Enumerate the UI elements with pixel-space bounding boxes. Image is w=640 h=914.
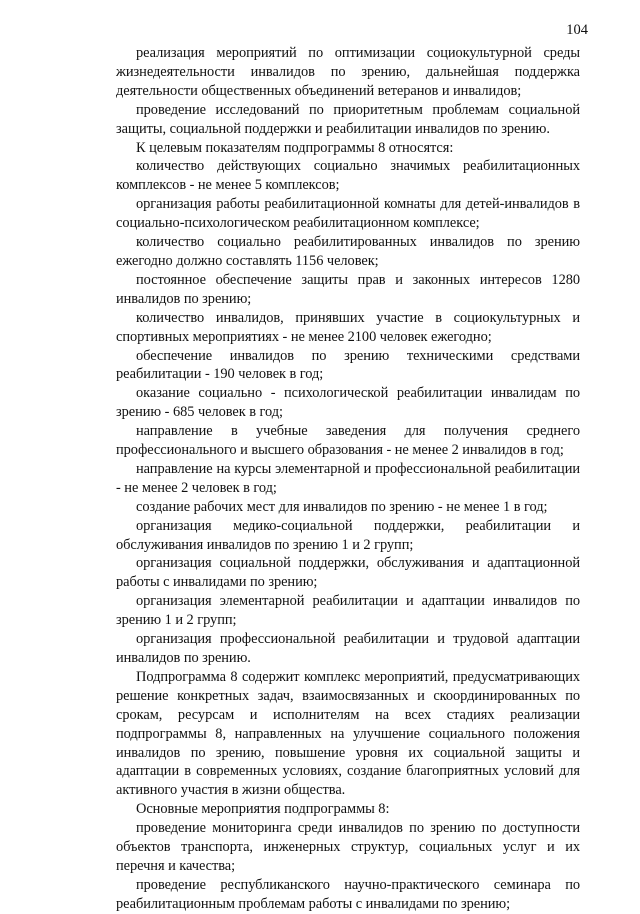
paragraph: проведение мониторинга среди инвалидов по зрению по доступности объектов транспорта, инженерных структур, социальных услуг и их перечня и качества; (116, 820, 580, 874)
paragraph: количество инвалидов, принявших участие в социокультурных и спортивных мероприятиях - не менее 2100 человек ежегодно; (116, 309, 580, 345)
paragraph: реализация мероприятий по оптимизации социокультурной среды жизнедеятельности инвалидов по зрению, дальнейшая поддержка деятельности общественных объединений ветеранов и инвалидов; (116, 45, 580, 99)
paragraph: К целевым показателям подпрограммы 8 относятся: (136, 139, 454, 156)
paragraph: направление на курсы элементарной и профессиональной реабилитации - не менее 2 человек в год; (116, 460, 580, 496)
paragraph: количество действующих социально значимых реабилитационных комплексов - не менее 5 комплексов; (116, 158, 580, 194)
paragraph: оказание социально - психологической реабилитации инвалидам по зрению - 685 человек в год; (116, 385, 580, 421)
document-body (116, 44, 580, 914)
paragraph: организация элементарной реабилитации и адаптации инвалидов по зрению 1 и 2 групп; (116, 593, 580, 629)
paragraph: организация медико-социальной поддержки, реабилитации и обслуживания инвалидов по зрению 1 и 2 групп; (116, 517, 580, 553)
paragraph: направление в учебные заведения для получения среднего профессионального и высшего образования - не менее 2 инвалидов в год; (116, 423, 580, 459)
paragraph: обеспечение инвалидов по зрению техническими средствами реабилитации - 190 человек в год; (116, 347, 580, 383)
paragraph: организация социальной поддержки, обслуживания и адаптационной работы с инвалидами по зрению; (116, 555, 580, 591)
paragraph: проведение исследований по приоритетным проблемам социальной защиты, социальной поддержки и реабилитации инвалидов по зрению. (116, 101, 580, 137)
paragraph: проведение республиканского научно-практического семинара по реабилитационным проблемам работы с инвалидами по зрению; (116, 876, 580, 912)
paragraph: Основные мероприятия подпрограммы 8: (136, 801, 390, 818)
paragraph: Подпрограмма 8 содержит комплекс мероприятий, предусматривающих решение конкретных задач, взаимосвязанных и скоординированных по срокам, ресурсам и исполнителям на всех стадиях реализации подпрограммы 8, направленных на улучшение социального положения инвалидов по зрению, повышение уровня их социальной защиты и адаптации в современных условиях, создание благоприятных условий для активного участия в жизни общества. (116, 668, 580, 799)
paragraph: организация профессиональной реабилитации и трудовой адаптации инвалидов по зрению. (116, 631, 580, 666)
page-number: 104 (566, 22, 588, 38)
paragraph: постоянное обеспечение защиты прав и законных интересов 1280 инвалидов по зрению; (116, 271, 580, 307)
paragraph: организация работы реабилитационной комнаты для детей-инвалидов в социально-психологическом реабилитационном комплексе; (116, 196, 580, 232)
paragraph: количество социально реабилитированных инвалидов по зрению ежегодно должно составлять 1156 человек; (116, 234, 580, 269)
paragraph: создание рабочих мест для инвалидов по зрению - не менее 1 в год; (136, 498, 548, 515)
